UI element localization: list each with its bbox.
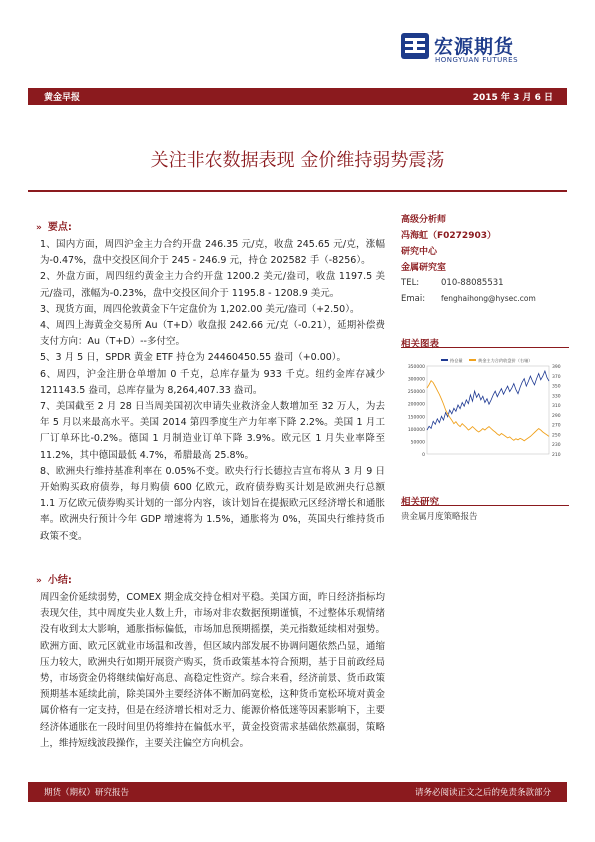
summary-heading: » 小结: xyxy=(36,575,72,586)
y-left-tick-label: 0 xyxy=(422,453,425,458)
y-right-tick-label: 350 xyxy=(552,384,561,390)
analyst-dept-1: 研究中心 xyxy=(401,247,438,257)
logo-chinese-name: 宏源期货 xyxy=(434,36,515,58)
double-chevron-icon: » xyxy=(36,576,42,586)
y-right-tick-label: 290 xyxy=(552,413,561,419)
key-points-heading: » 要点: xyxy=(36,222,72,233)
hongyuan-logo-icon xyxy=(399,30,431,62)
related-research-heading: 相关研究 xyxy=(401,490,569,506)
y-right-tick-label: 310 xyxy=(552,404,561,410)
logo-english-name: HONGYUAN FUTURES xyxy=(435,56,519,64)
open-interest-price-chart xyxy=(401,356,569,462)
related-research-list xyxy=(401,510,571,525)
y-right-tick-label: 250 xyxy=(552,433,561,439)
footer-left: 期货（期权）研究报告 xyxy=(44,788,130,798)
y-left-tick-label: 150000 xyxy=(407,415,425,421)
legend-label-price: 黄金主力合约收盘价（右轴） xyxy=(478,358,533,363)
y-right-tick-label: 390 xyxy=(552,365,561,370)
summary-text: 周四金价延续弱势，COMEX 期金成交持仓相对平稳。美国方面，昨日经济指标均表现欠佳，其中周度失业人数上升，市场对非农数据预期谨慎，不过整体乐观情绪没有收到太大影响，通胀指标偏低，市场加息预期摇摆，美元指数延续相对强势。欧洲方面、欧元区就业市场温和改善，但区域内部发展不协调问题依然凸显，通缩压力较大，欧洲央行如期开展资产购买，货币政策基本符合预期，基于目前政经局势，市场资金仍将继续偏好高息、高稳定性资产。综合来看，经济前景、货币政策预期基本延续此前，除美国外主要经济体不断加码宽松，这种货币宽松环境对黄金属价格有一定支持，但是在经济增长相对乏力、能源价格低迷等因素影响下，主要经济体通胀在一段时间里仍将维持在偏低水平，黄金投资需求基础依然羸弱，策略上，维持短线波段操作，主要关注偏空方向机会。 xyxy=(40,592,385,749)
analyst-email: Emai: fenghaihong@hysec.com xyxy=(401,294,536,304)
y-right-tick-label: 230 xyxy=(552,443,561,449)
key-point-item: 5、3 月 5 日，SPDR 黄金 ETF 持仓为 24460450.55 盎司（+0.00）。 xyxy=(40,352,347,364)
related-chart xyxy=(401,356,569,462)
report-title: 关注非农数据表现 金价维持弱势震荡 xyxy=(150,150,445,171)
key-point-item: 4、周四上海黄金交易所 Au（T+D）收盘报 242.66 元/克（-0.21），延期补偿费支付方向：Au（T+D）--多付空。 xyxy=(40,320,385,348)
analyst-info xyxy=(401,212,571,307)
y-right-tick-label: 370 xyxy=(552,374,561,380)
analyst-tel: TEL: 010-88085531 xyxy=(401,278,504,288)
key-point-item: 2、外盘方面，周四纽约黄金主力合约开盘 1200.2 美元/盎司，收盘 1197.5 美元/盎司，涨幅为-0.23%，盘中交投区间介于 1195.8 - 1208.9 美元。 xyxy=(40,271,385,299)
key-point-item: 8、欧洲央行维持基准利率在 0.05%不变。欧央行行长德拉吉宣布将从 3 月 9 日开始购买政府债券，每月购债 600 亿欧元，政府债券购买计划是欧洲央行总额 1.1 万亿欧元债券购买计划的一部分内容，该计划旨在提振欧元区经济增长和通胀率。欧洲央行预计今年 GDP 增速将为 1.5%，通胀将为 0%，英国央行维持货币政策不变。 xyxy=(40,465,385,542)
analyst-role: 高级分析师 xyxy=(401,215,447,225)
legend-swatch-price xyxy=(469,359,476,361)
y-right-tick-label: 270 xyxy=(552,423,561,429)
key-point-item: 7、美国截至 2 月 28 日当周美国初次申请失业救济金人数增加至 32 万人，为去年 5 月以来最高水平。美国 2014 第四季度生产力年率下降 2.2%。美国 1 月工厂订单环比-0.2%。德国 1 月制造业订单下降 3.9%。欧元区 1 月失业率降至 11.2%，其中德国最低 4.7%，希腊最高 25.8%。 xyxy=(40,401,385,461)
legend-label-open-interest: 持仓量 xyxy=(450,358,463,363)
related-chart-heading: 相关图表 xyxy=(401,332,569,348)
footer-bar xyxy=(28,782,567,802)
series-line-price xyxy=(427,381,549,441)
y-left-tick-label: 350000 xyxy=(407,365,425,370)
key-point-item: 6、周四，沪金注册仓单增加 0 千克，总库存量为 933 千克。纽约金库存减少 121143.5 盎司，总库存量为 8,264,407.33 盎司。 xyxy=(40,368,385,396)
y-right-tick-label: 210 xyxy=(552,453,561,458)
series-line-open-interest xyxy=(427,371,549,430)
y-right-tick-label: 330 xyxy=(552,394,561,400)
y-left-tick-label: 100000 xyxy=(407,427,425,433)
analyst-dept-2: 金属研究室 xyxy=(401,263,447,273)
related-research-item[interactable]: 贵金属月度策略报告 xyxy=(401,512,478,522)
footer-disclaimer: 请务必阅读正文之后的免责条款部分 xyxy=(414,788,551,798)
header-bar xyxy=(28,88,567,105)
y-left-tick-label: 250000 xyxy=(407,390,425,396)
key-point-item: 1、国内方面，周四沪金主力合约开盘 246.35 元/克，收盘 245.65 元/克，涨幅为-0.47%，盘中交投区间介于 245 - 246.9 元，持仓 202582 手（-8256）。 xyxy=(40,239,385,267)
key-points-list xyxy=(40,237,385,545)
legend-swatch-open-interest xyxy=(441,359,448,361)
report-type: 黄金早报 xyxy=(44,93,81,103)
title-divider xyxy=(28,190,567,192)
report-date: 2015 年 3 月 6 日 xyxy=(472,93,553,103)
double-chevron-icon: » xyxy=(36,223,42,233)
company-logo xyxy=(399,30,559,70)
y-left-tick-label: 200000 xyxy=(407,402,425,408)
key-point-item: 3、现货方面，周四伦敦黄金下午定盘价为 1,202.00 美元/盎司（+2.50）。 xyxy=(40,303,360,315)
y-left-tick-label: 50000 xyxy=(410,440,425,446)
analyst-name: 冯海虹（F0272903） xyxy=(401,231,496,241)
y-left-tick-label: 300000 xyxy=(407,377,425,383)
